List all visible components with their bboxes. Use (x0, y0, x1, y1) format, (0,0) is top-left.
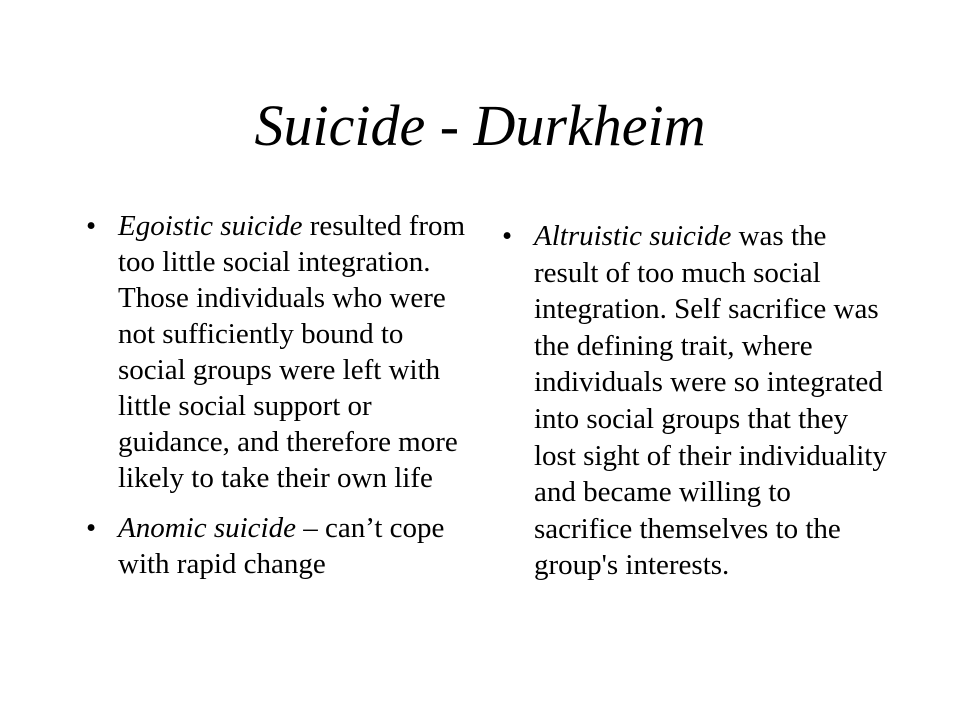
left-bullet-list (78, 208, 470, 596)
bullet-altruistic-suicide (494, 218, 894, 584)
slide-title: Suicide - Durkheim (254, 93, 706, 158)
description-anomic-suicide: – can’t cope with rapid change (118, 512, 445, 580)
bullet-icon: • (86, 512, 97, 544)
bullet-icon: • (502, 220, 513, 252)
bullet-egoistic-suicide (78, 208, 470, 496)
bullet-icon: • (86, 210, 97, 242)
right-bullet-list (494, 218, 894, 598)
description-altruistic-suicide: was the result of too much social integration. Self sacrifice was the defining trait, where individuals were so integrated into social groups that they lost sight of their individuality and became willing to sacrifice themselves to the group's interests. (534, 220, 887, 582)
term-altruistic-suicide: Altruistic suicide (534, 220, 732, 252)
description-egoistic-suicide: resulted from too little social integration. Those individuals who were not sufficiently bound to social groups were left with little social support or guidance, and therefore more likely to take their own life (118, 210, 466, 494)
term-anomic-suicide: Anomic suicide (118, 512, 296, 544)
term-egoistic-suicide: Egoistic suicide (118, 210, 303, 242)
bullet-anomic-suicide (78, 510, 470, 582)
